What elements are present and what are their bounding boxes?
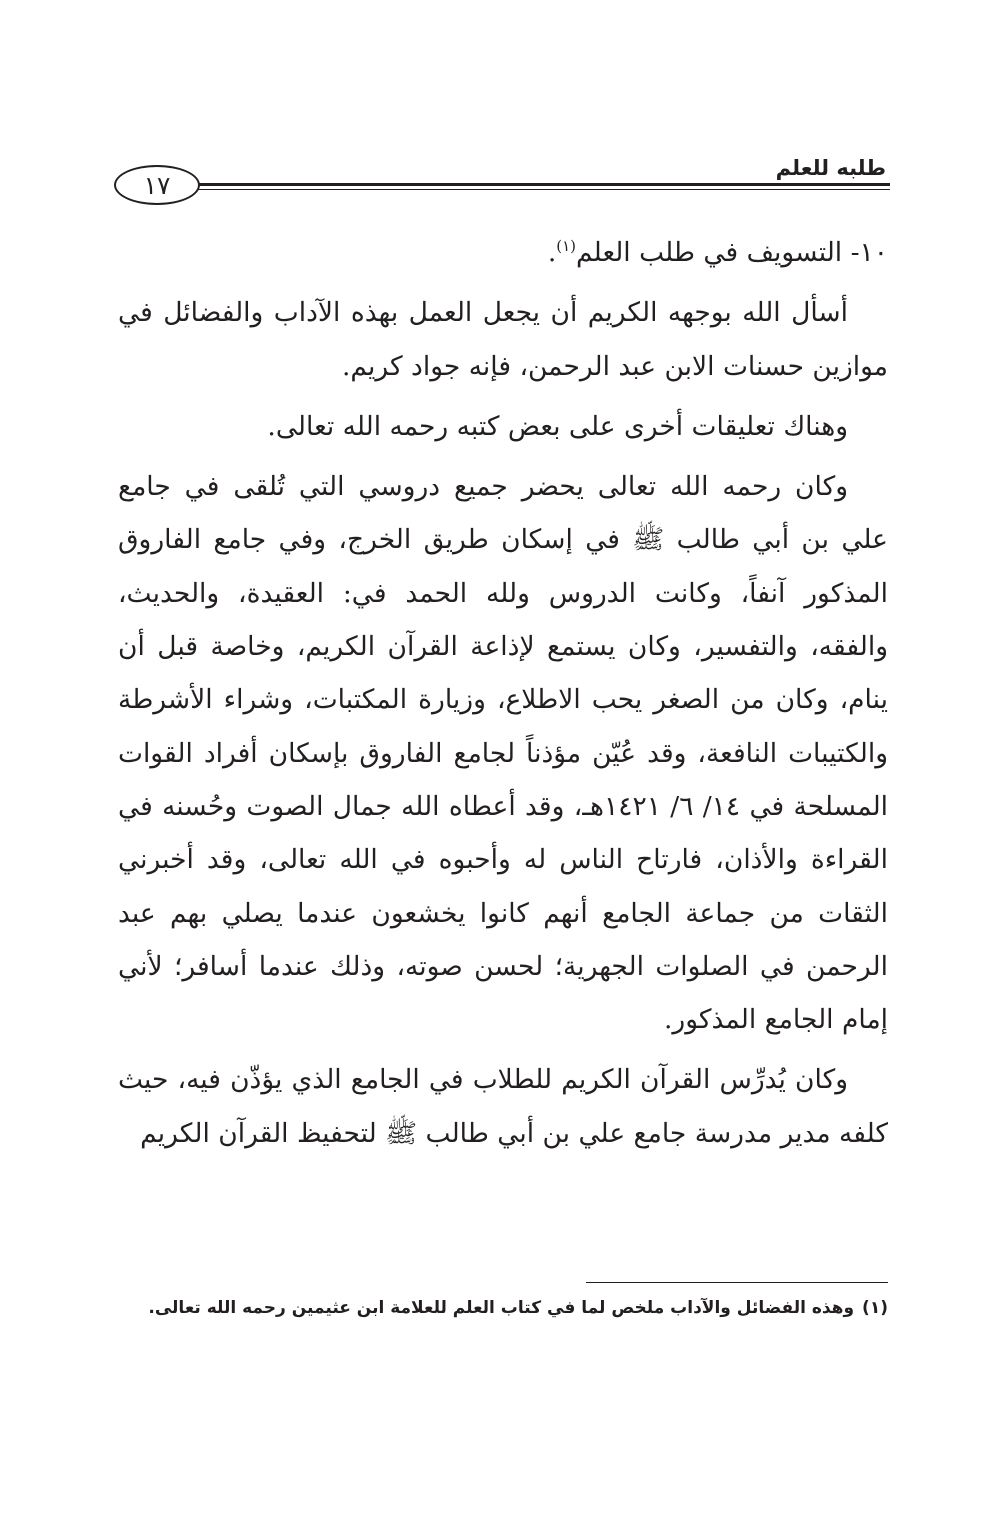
footnote-reference: (١): [556, 237, 577, 256]
paragraph-attendance: وكان رحمه الله تعالى يحضر جميع دروسي التي تُلقى في جامع علي بن أبي طالب ﷺ في إسكان طريق الخرج، وفي جامع الفاروق المذكور آنفاً، وكانت الدروس ولله الحمد في: العقيدة، والحديث، والفقه، والتفسير، وكان يستمع لإذاعة القرآن الكريم، وخاصة قبل أن ينام، وكان من الصغر يحب الاطلاع، وزيارة المكتبات، وشراء الأشرطة والكتيبات النافعة، وقد عُيّن مؤذناً لجامع الفاروق بإسكان أفراد القوات المسلحة في ١٤/ ٦/ ١٤٢١هـ، وقد أعطاه الله جمال الصوت وحُسنه في القراءة والأذان، فارتاح الناس له وأحبوه في الله تعالى، وقد أخبرني الثقات من جماعة الجامع أنهم كانوا يخشعون عندما يصلي بهم عبد الرحمن في الصلوات الجهرية؛ لحسن صوته، وذلك عندما أسافر؛ لأني إمام الجامع المذكور.: [118, 471, 888, 1036]
paragraph-dua: أسأل الله بوجهه الكريم أن يجعل العمل بهذه الآداب والفضائل في موازين حسنات الابن عبد الرحمن، فإنه جواد كريم.: [118, 297, 888, 382]
footnote-text: وهذه الفضائل والآداب ملخص لما في كتاب العلم للعلامة ابن عثيمين رحمه الله تعالى.: [148, 1298, 855, 1318]
list-item-10-text: ١٠- التسويف في طلب العلم: [576, 237, 888, 268]
footnote-separator: [586, 1282, 888, 1283]
list-item-10: [118, 226, 888, 279]
footnote: [118, 1294, 888, 1322]
paragraph-other-notes: وهناك تعليقات أخرى على بعض كتبه رحمه الله تعالى.: [267, 410, 848, 442]
page-header: [114, 150, 890, 210]
running-title: طلبه للعلم: [775, 156, 886, 180]
footnote-number: (١): [862, 1298, 888, 1318]
page-number-oval: [114, 165, 200, 205]
body-text: [118, 226, 888, 1160]
header-rule-thin: [198, 189, 890, 190]
list-item-10-end: .: [547, 237, 557, 268]
page-number: ١٧: [143, 170, 171, 200]
header-rule-thick: [198, 183, 890, 186]
paragraph-teaching: وكان يُدرِّس القرآن الكريم للطلاب في الجامع الذي يؤذّن فيه، حيث كلفه مدير مدرسة جامع علي بن أبي طالب ﷺ لتحفيظ القرآن الكريم: [118, 1064, 888, 1149]
